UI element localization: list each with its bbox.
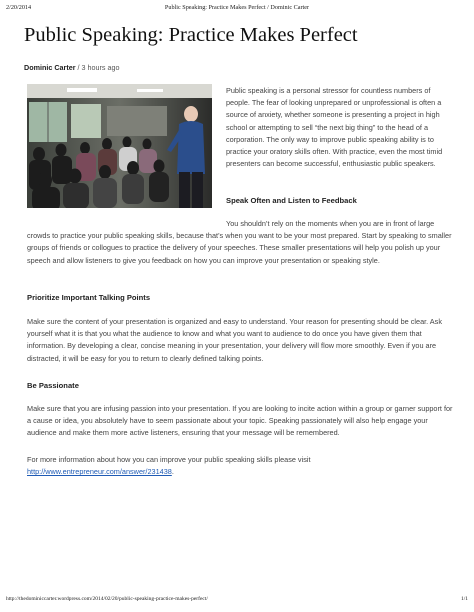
more-info-end: . [171,467,174,477]
section-text: You shouldn’t rely on the moments when you are in front of large crowds to practice your public speaking skills, because that’s when you want to be your most prepared. Start by speaking to smaller groups of friends or collogues to practice the delivery of your speeches. These smaller presentations will help you polish up your speech and allow listeners to give you feedback on how you can improve your presentation or speaking style. [27,219,452,265]
post-time: 3 hours ago [81,63,120,72]
entrepreneur-link[interactable]: http://www.entrepreneur.com/answer/231438 [27,467,172,477]
print-footer [6,596,468,606]
audience-presentation-image [27,84,212,208]
section-heading-passionate: Be Passionate [27,381,79,390]
intro-paragraph: Public speaking is a personal stressor for countless numbers of people. The fear of looking unprepared or unprofessional is often a source of anxiety, whether someone is presenting a project in high school or attempting to sell “the next big thing” to the head of a corporation. The only way to improve public speaking ability is to practice your oratory skills often. With practice, even the most timid presenters can become successful, enthusiastic public speakers. [226,86,443,169]
section-paragraph-prioritize: Make sure the content of your presentation is organized and easy to understand. Your reason for presenting should be clear. Ask yourself what it is that you what the audience to know and what you want to audience to do once you have given them that information. By developing a clear, concise meaning in your presentation, your delivery will flow more smoothly. Even if you are distracted, it will be easy for you to return to clearly defined talking points. [27,317,442,363]
section-paragraph-speak-often [27,218,454,267]
byline-separator: / [75,63,82,72]
more-info-text: For more information about how you can improve your public speaking skills please visit [27,455,311,464]
article-photo [27,84,212,208]
section-heading-prioritize: Prioritize Important Talking Points [27,293,151,302]
author-name[interactable]: Dominic Carter [24,63,76,72]
print-page-title: Public Speaking: Practice Makes Perfect / Dominic Carter [164,4,310,11]
print-url: http://thedominiccarter.wordpress.com/2014/02/20/public-speaking-practice-makes-perfect/ [6,596,208,602]
section-heading-speak-often: Speak Often and Listen to Feedback [226,196,357,205]
article-title: Public Speaking: Practice Makes Perfect [24,24,358,46]
more-info-paragraph [27,454,454,478]
print-page-number: 1/1 [460,596,468,602]
print-header [6,4,468,14]
byline [24,63,120,72]
section-paragraph-passionate: Make sure that you are infusing passion into your presentation. If you are looking to incite action within a group or garner support for a cause or idea, you absolutely have to seem passionate about your topic. Speaking passionately will also help engage your audience and make them more active listeners, ensuring that your message will be remembered. [27,404,453,438]
print-date: 2/20/2014 [6,4,32,11]
